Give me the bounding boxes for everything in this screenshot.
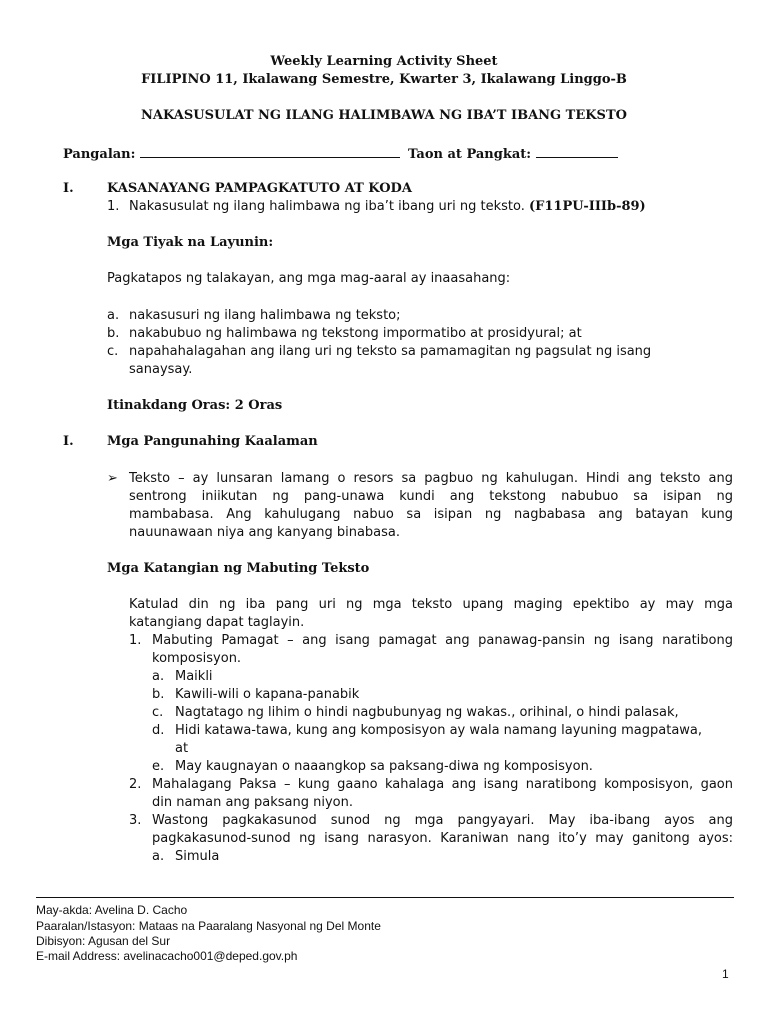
sub-letter: b. <box>152 687 165 702</box>
paragraph-line: nauunawaan niya ang kanyang binabasa. <box>129 525 401 540</box>
list-item-line: pagkakasunod-sunod ng isang narasyon. Karaniwan nang ito’y may ganitong ayos: <box>152 831 733 846</box>
paragraph-line: katangiang dapat taglayin. <box>129 615 305 630</box>
list-item-line: din naman ang paksang niyon. <box>152 795 354 810</box>
paragraph-line: sentrong iniikutan ng pang-unawa kundi ang tekstong nabubuo sa isipan ng <box>129 489 733 504</box>
grade-field <box>408 145 618 164</box>
sub-item: Maikli <box>175 669 213 684</box>
list-number: 1. <box>129 633 142 648</box>
sub-item-continued: at <box>175 741 189 756</box>
section2-heading: Mga Pangunahing Kaalaman <box>107 434 318 449</box>
sub-letter: a. <box>152 669 165 684</box>
paragraph-line: Teksto – ay lunsaran lamang o resors sa pagbuo ng kahulugan. Hindi ang teksto ang <box>129 471 733 486</box>
sub-item: May kaugnayan o naaangkop sa paksang-diwa ng komposisyon. <box>175 759 593 774</box>
sub-letter: a. <box>152 849 165 864</box>
name-field <box>63 145 400 164</box>
grade-label: Taon at Pangkat: <box>408 147 532 162</box>
subject-line: FILIPINO 11, Ikalawang Semestre, Kwarter 3, Ikalawang Linggo-B <box>141 72 627 87</box>
list-number: 2. <box>129 777 142 792</box>
subheading: Mga Katangian ng Mabuting Teksto <box>107 561 370 576</box>
objective-item: napahahalagahan ang ilang uri ng teksto sa pamamagitan ng pagsulat ng isang <box>129 344 652 359</box>
lesson-title: NAKASUSULAT NG ILANG HALIMBAWA NG IBA’T IBANG TEKSTO <box>141 108 627 123</box>
competency-number: 1. <box>107 199 120 214</box>
list-number: 3. <box>129 813 142 828</box>
sub-letter: c. <box>152 705 164 720</box>
name-label: Pangalan: <box>63 147 136 162</box>
sub-item: Kawili-wili o kapana-panabik <box>175 687 360 702</box>
footer-author: May-akda: Avelina D. Cacho <box>36 903 188 917</box>
objective-item-continued: sanaysay. <box>129 362 193 377</box>
name-blank[interactable] <box>140 145 400 158</box>
sub-item: Nagtatago ng lihim o hindi nagbubunyag ng wakas., orihinal, o hindi palasak, <box>175 705 679 720</box>
arrow-bullet-icon: ➢ <box>107 471 118 486</box>
list-item-line: Mabuting Pamagat – ang isang pamagat ang panawag-pansin ng isang naratibong <box>152 633 733 648</box>
list-item-line: komposisyon. <box>152 651 242 666</box>
competency-text: Nakasusulat ng ilang halimbawa ng iba’t ibang uri ng teksto. <box>129 199 525 214</box>
grade-blank[interactable] <box>536 145 618 158</box>
objective-item: nakasusuri ng ilang halimbawa ng teksto; <box>129 308 401 323</box>
section1-heading: KASANAYANG PAMPAGKATUTO AT KODA <box>107 181 412 196</box>
objectives-heading: Mga Tiyak na Layunin: <box>107 235 274 250</box>
sub-item: Hidi katawa-tawa, kung ang komposisyon ay wala namang layuning magpatawa, <box>175 723 703 738</box>
paragraph-line: Katulad din ng iba pang uri ng mga teksto upang maging epektibo ay may mga <box>129 597 733 612</box>
list-item-line: Mahalagang Paksa – kung gaano kahalaga ang isang naratibong komposisyon, gaon <box>152 777 733 792</box>
objective-letter: a. <box>107 308 120 323</box>
time-allotted: Itinakdang Oras: 2 Oras <box>107 398 283 413</box>
objective-letter: c. <box>107 344 119 359</box>
sub-letter: e. <box>152 759 165 774</box>
page-number: 1 <box>722 967 729 981</box>
list-item-line: Wastong pagkakasunod sunod ng mga pangyayari. May iba-ibang ayos ang <box>152 813 733 828</box>
competency-code: (F11PU-IIIb-89) <box>528 199 646 214</box>
competency-item <box>129 198 646 216</box>
section1-numeral: I. <box>63 181 74 196</box>
sub-letter: d. <box>152 723 165 738</box>
objectives-intro: Pagkatapos ng talakayan, ang mga mag-aaral ay inaasahang: <box>107 271 511 286</box>
footer-email: E-mail Address: avelinacacho001@deped.gov.ph <box>36 949 298 963</box>
footer-school: Paaralan/Istasyon: Mataas na Paaralang Nasyonal ng Del Monte <box>36 919 381 933</box>
objective-letter: b. <box>107 326 120 341</box>
section2-numeral: I. <box>63 434 74 449</box>
sheet-title: Weekly Learning Activity Sheet <box>270 54 498 69</box>
objective-item: nakabubuo ng halimbawa ng tekstong impormatibo at prosidyural; at <box>129 326 582 341</box>
footer-division: Dibisyon: Agusan del Sur <box>36 934 171 948</box>
paragraph-line: mambabasa. Ang kahulugang nabuo sa isipan ng nagbabasa ang batayan kung <box>129 507 733 522</box>
sub-item: Simula <box>175 849 220 864</box>
footer-divider <box>36 897 734 898</box>
